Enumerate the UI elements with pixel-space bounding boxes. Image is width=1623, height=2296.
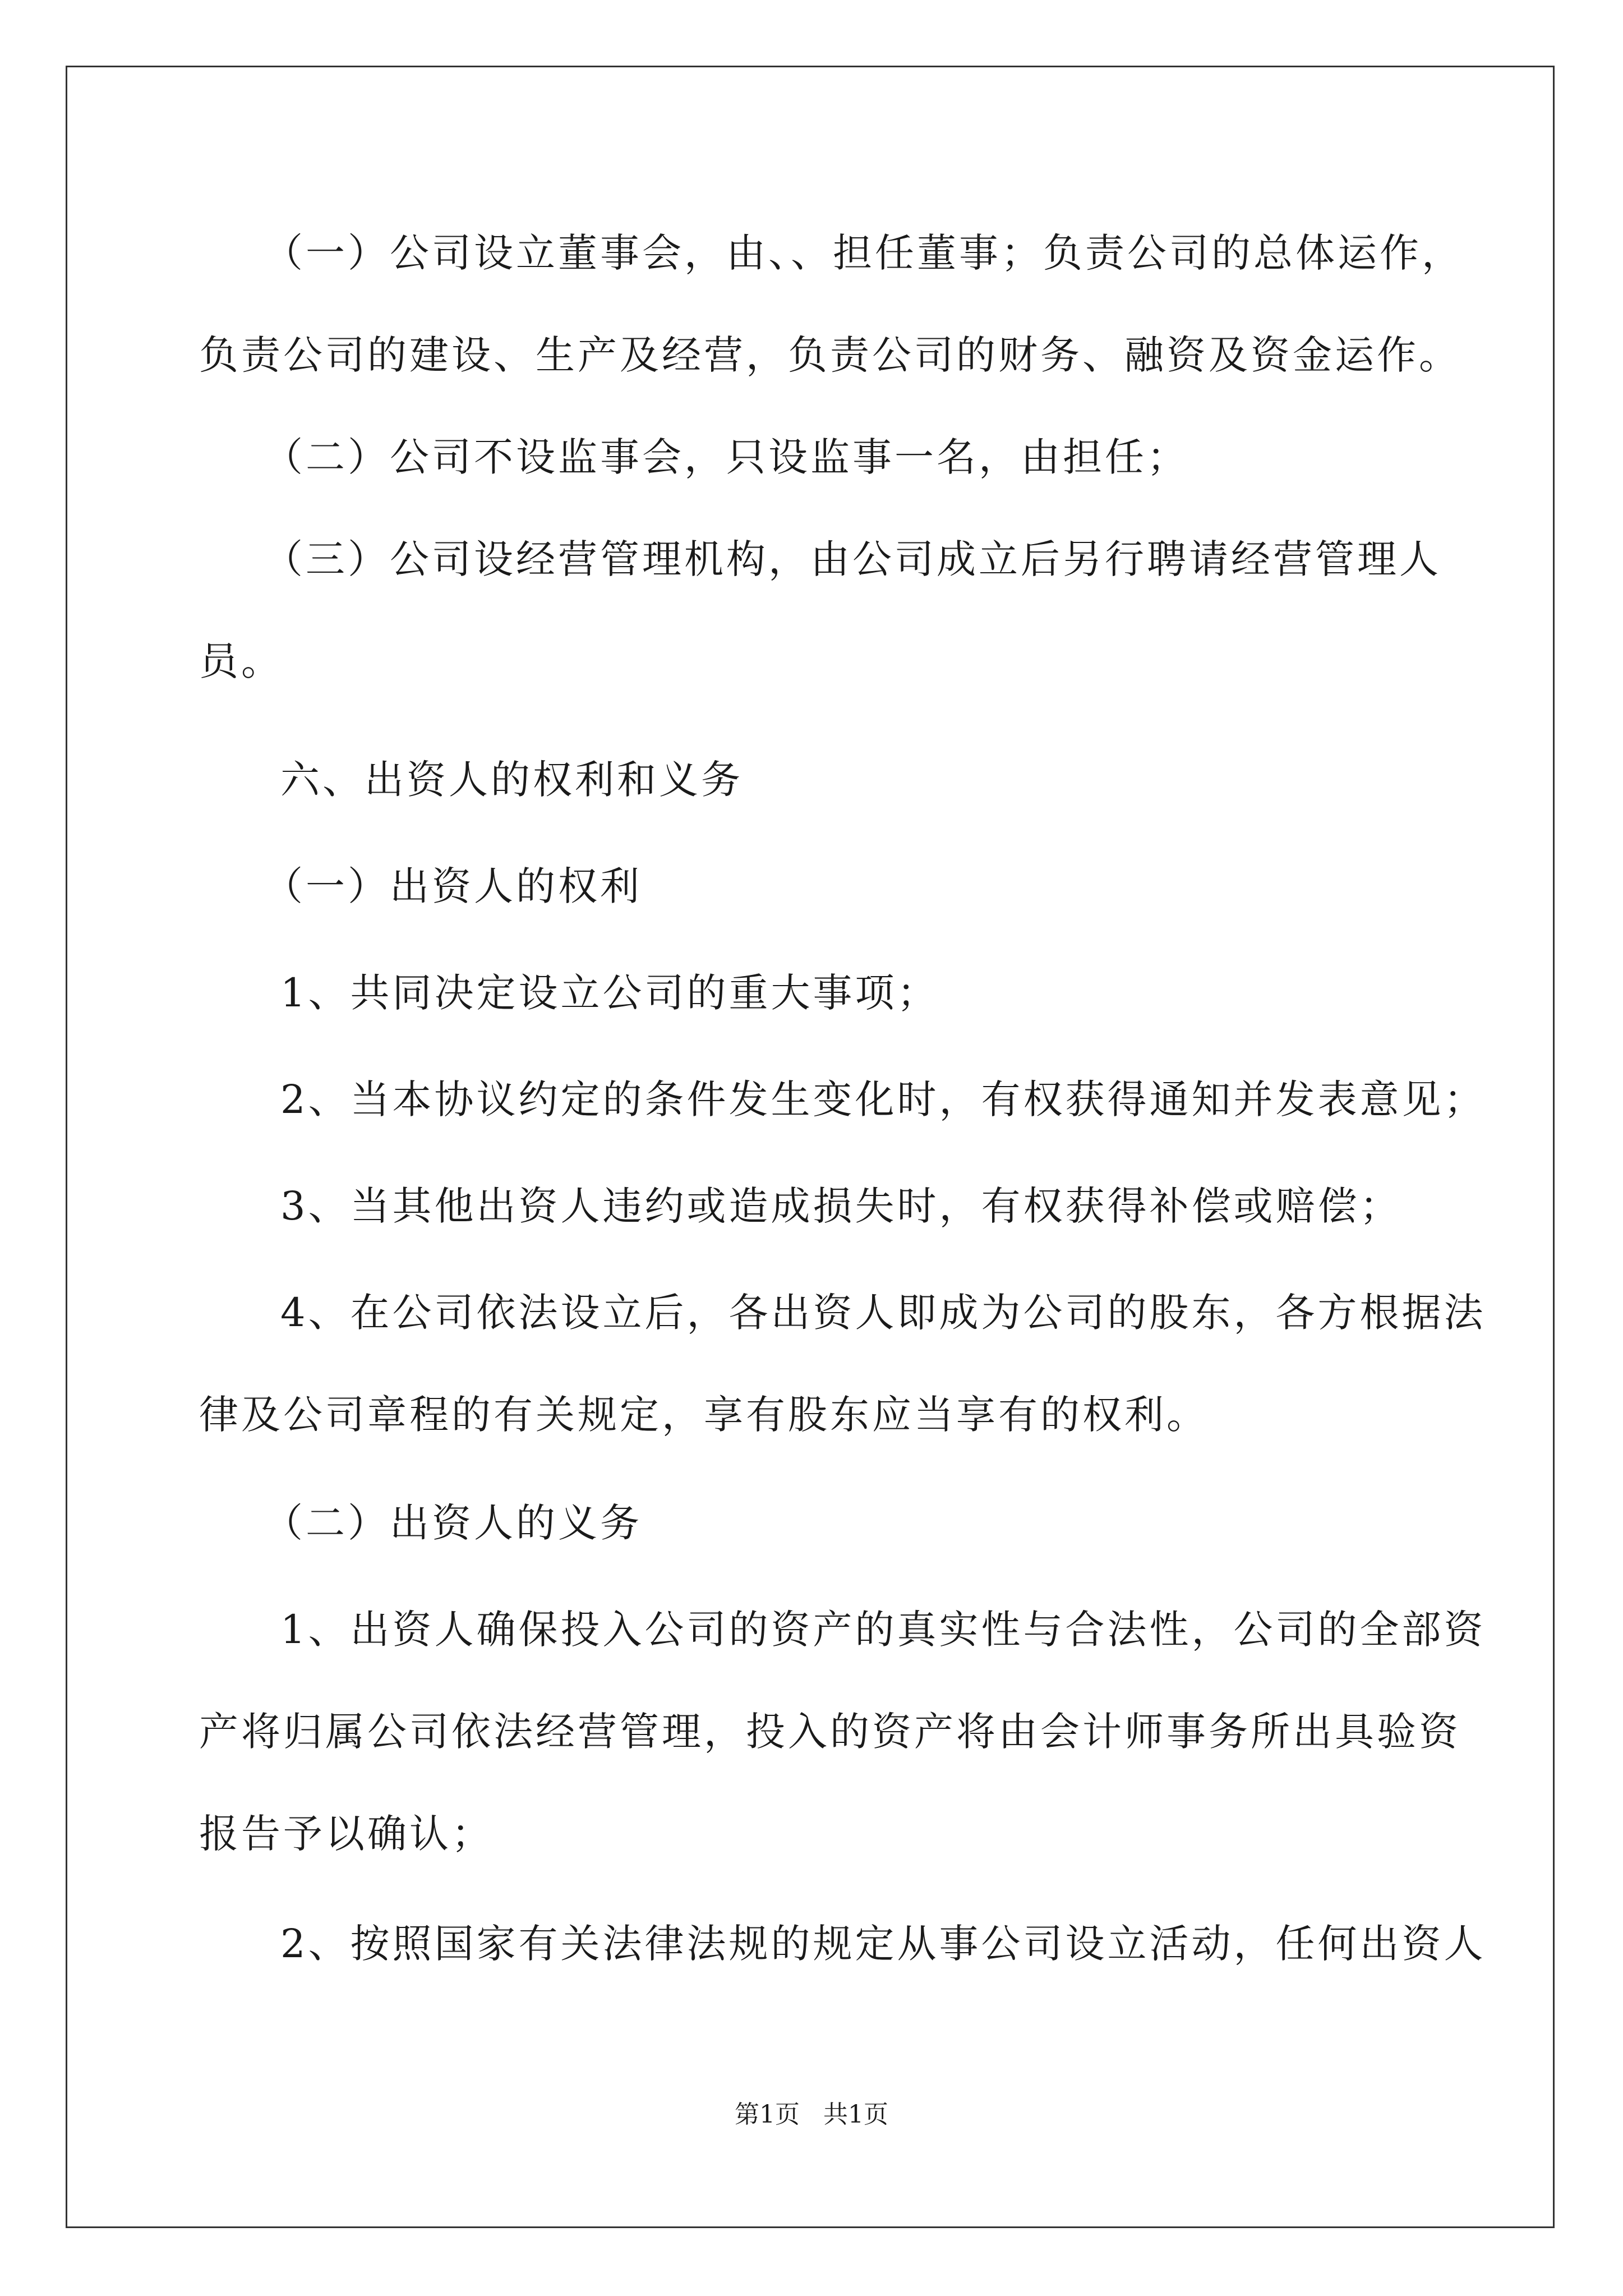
page-footer: 第1页 共1页 (735, 2100, 888, 2129)
text-line: 产将归属公司依法经营管理，投入的资产将由会计师事务所出具验资 (199, 1709, 1461, 1755)
text-line: 员。 (199, 638, 283, 684)
text-line: 1、共同决定设立公司的重大事项； (280, 970, 939, 1016)
subsection-heading: （一）出资人的权利 (264, 863, 642, 909)
text-line: 3、当其他出资人违约或造成损失时，有权获得补偿或赔偿； (280, 1183, 1402, 1229)
page-border (66, 66, 1555, 2228)
text-line: 2、当本协议约定的条件发生变化时，有权获得通知并发表意见； (280, 1076, 1486, 1122)
text-line: 负责公司的建设、生产及经营，负责公司的财务、融资及资金运作。 (199, 332, 1461, 378)
text-line: 律及公司章程的有关规定，享有股东应当享有的权利。 (199, 1392, 1209, 1438)
subsection-heading: （二）出资人的义务 (264, 1500, 642, 1546)
text-line: 2、按照国家有关法律法规的规定从事公司设立活动，任何出资人 (280, 1921, 1486, 1967)
text-line: 4、在公司依法设立后，各出资人即成为公司的股东，各方根据法 (280, 1290, 1486, 1336)
section-heading: 六、出资人的权利和义务 (280, 757, 743, 803)
text-line: 1、出资人确保投入公司的资产的真实性与合法性，公司的全部资 (280, 1607, 1486, 1653)
text-line: （二）公司不设监事会，只设监事一名，由担任； (264, 434, 1189, 480)
text-line: （三）公司设经营管理机构，由公司成立后另行聘请经营管理人 (264, 536, 1441, 582)
text-line: 报告予以确认； (199, 1811, 494, 1857)
text-line: （一）公司设立董事会，由、、担任董事；负责公司的总体运作， (264, 230, 1464, 276)
